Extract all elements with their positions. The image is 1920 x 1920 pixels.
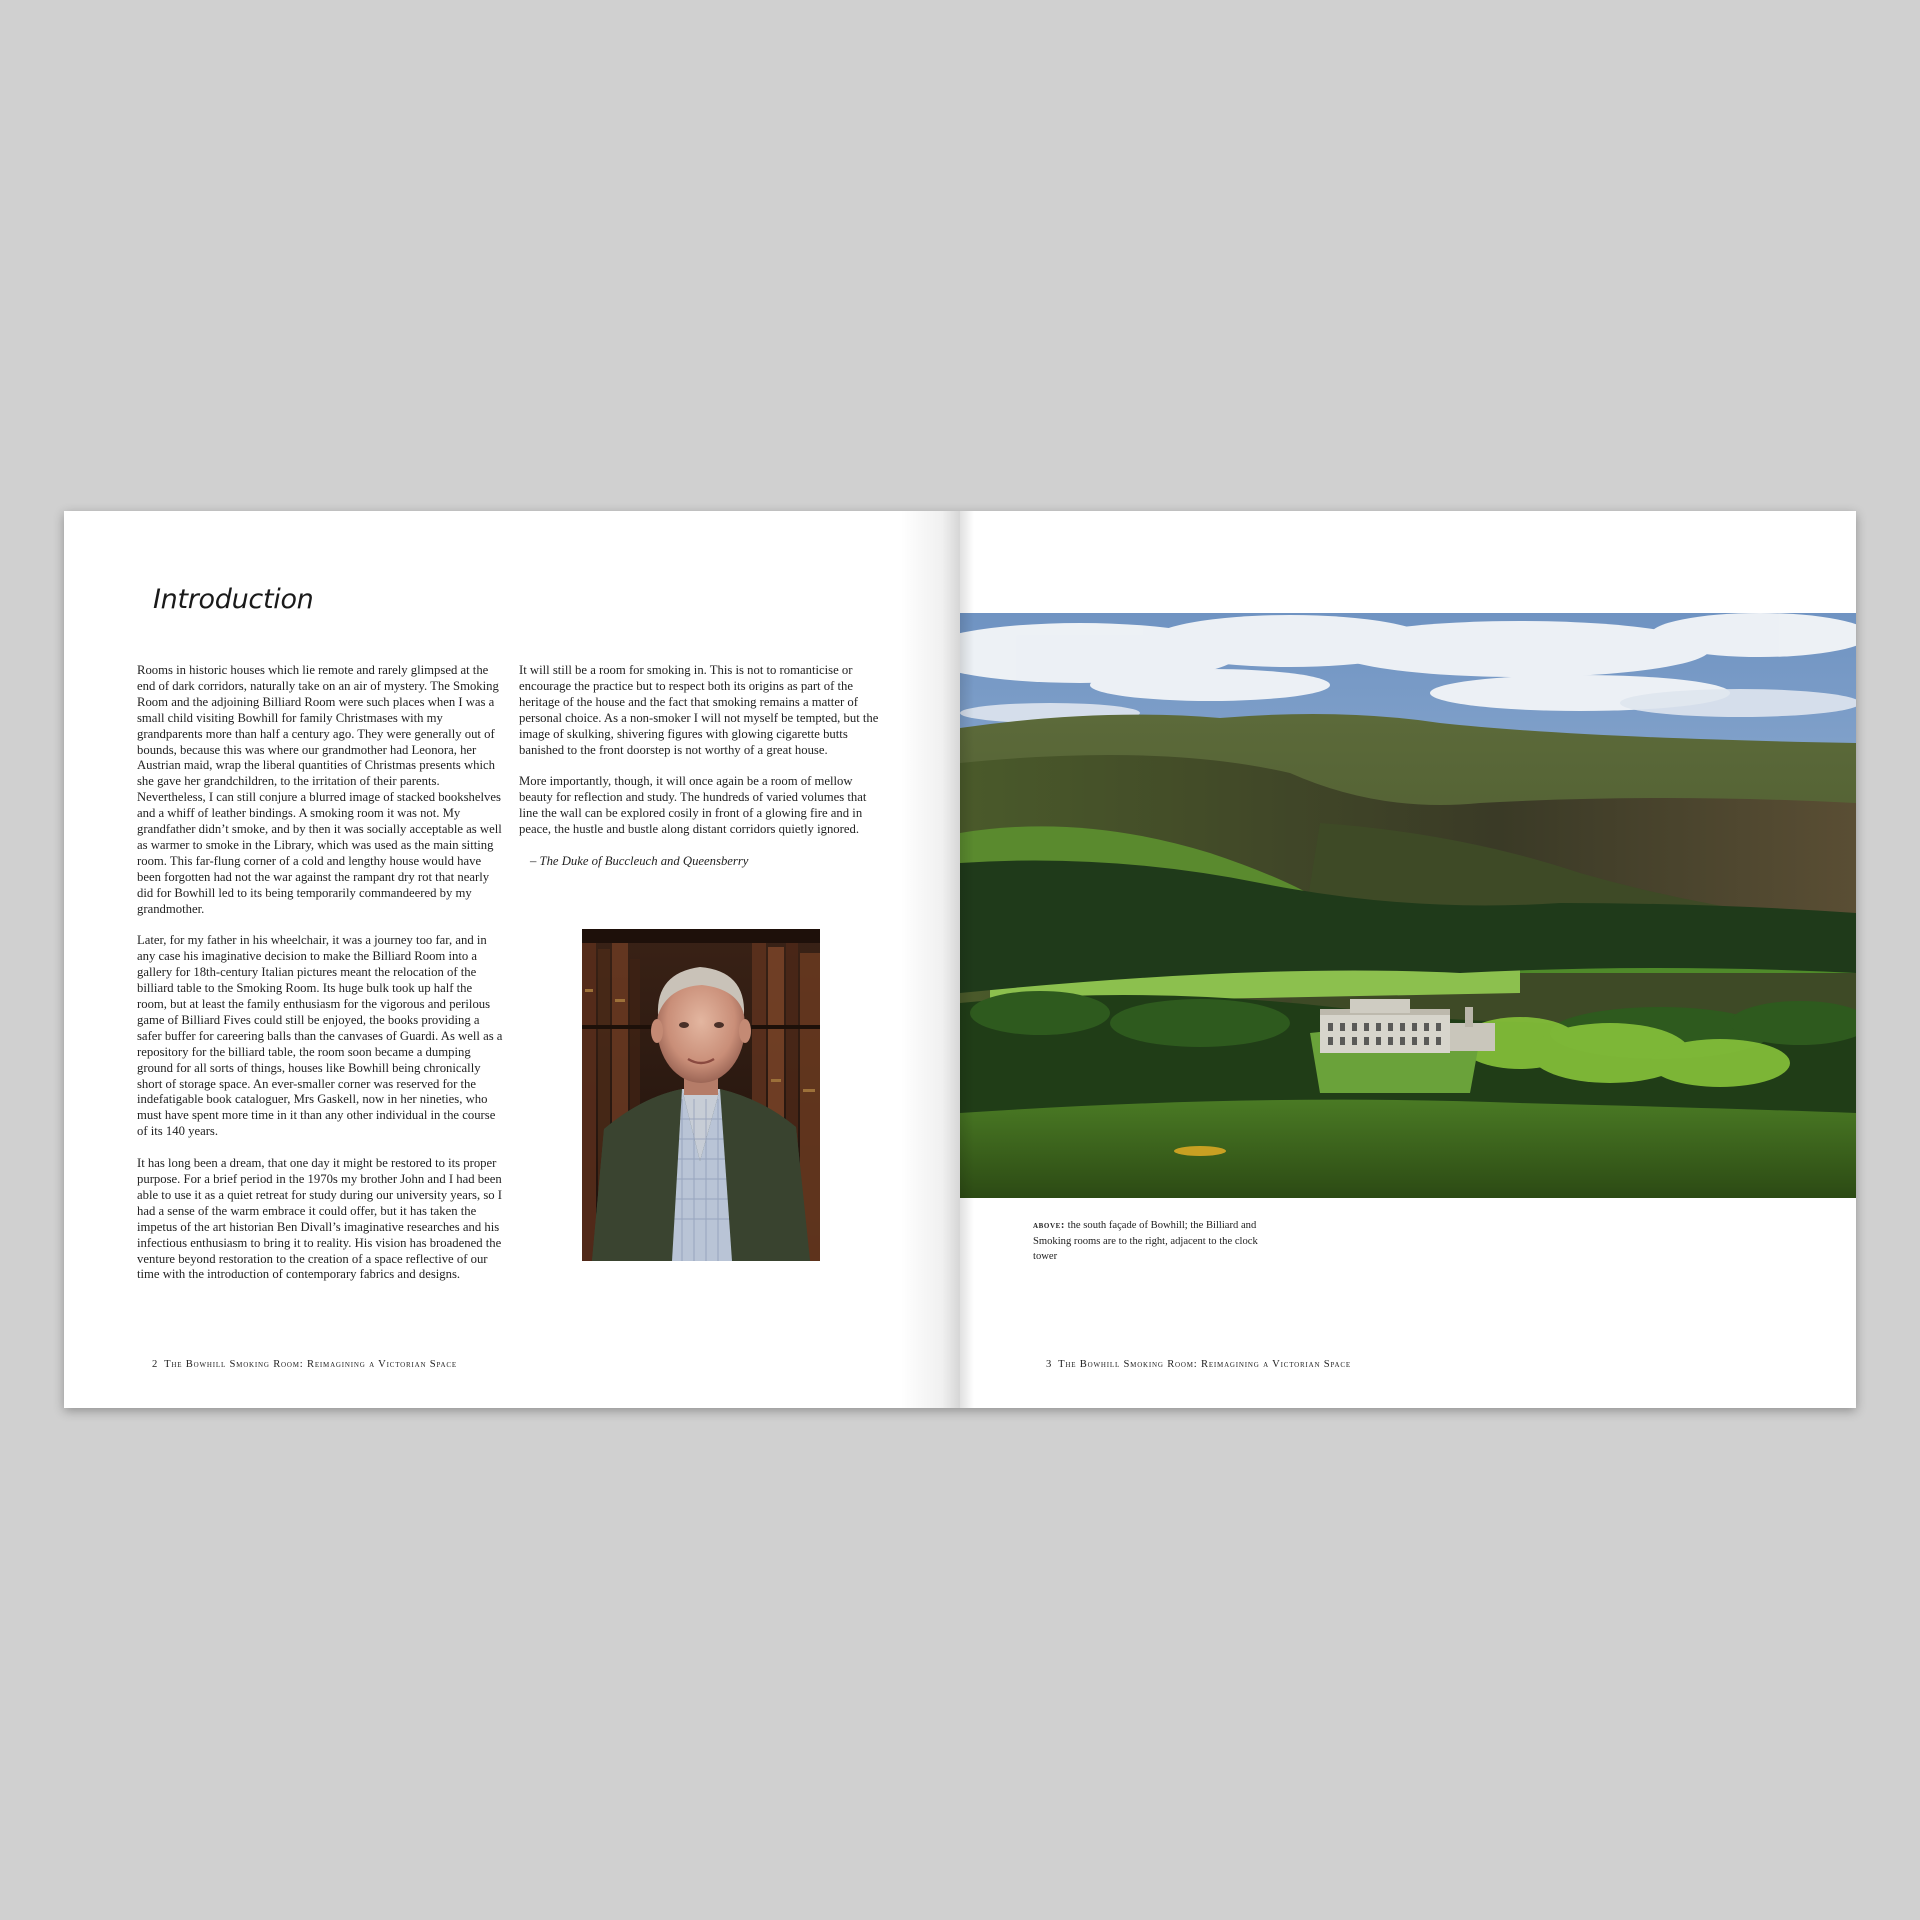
page-number: 3 (1046, 1359, 1053, 1370)
caption-text: the south façade of Bowhill; the Billiard and Smoking rooms are to the right, adjacent to the clock tower (1033, 1220, 1258, 1263)
book-spread (64, 511, 1856, 1408)
page-heading: Introduction (153, 584, 314, 615)
right-page (960, 511, 1856, 1408)
paragraph: It will still be a room for smoking in. This is not to romanticise or encourage the practice but to respect both its origins as part of the heritage of the house and the fact that smoking remains a matter of personal choice. As a non-smoker I will not myself be tempted, but the image of skulking, shivering figures with glowing cigarette butts banished to the front doorstep is not worthy of a great house. (519, 663, 879, 757)
gutter-shadow (960, 511, 974, 1408)
text-column-right (519, 663, 887, 886)
portrait-photo (582, 929, 820, 1261)
paragraph: Later, for my father in his wheelchair, it was a journey too far, and in any case his imaginative decision to make the Billiard Room into a gallery for 18th-century Italian pictures meant the relocation of the billiard table to the Smoking Room. Its huge bulk took up half the room, but at least the family enthusiasm for the vigorous and perilous game of Billiard Fives could still be enjoyed, the books providing a safer buffer for careering balls than the canvases of Guardi. As well as a repository for the billiard table, the room soon became a dumping ground for all sorts of things, houses like Bowhill being chronically short of storage space. An ever-smaller corner was reserved for the indefatigable book cataloguer, Mrs Gaskell, now in her nineties, who must have spent more time in it than any other individual in the course of its 140 years. (137, 933, 503, 1139)
landscape-photo (960, 613, 1856, 1198)
signature: – The Duke of Buccleuch and Queensberry (530, 853, 749, 868)
running-title: The Bowhill Smoking Room: Reimagining a Victorian Space (164, 1359, 457, 1370)
paragraph: It has long been a dream, that one day it might be restored to its proper purpose. For a brief period in the 1970s my brother John and I had been able to use it as a quiet retreat for study during our university years, so I had a sense of the warm embrace it could offer, but it has taken the impetus of the art historian Ben Divall’s imaginative researches and his infectious enthusiasm to bring it to reality. His vision has broadened the venture beyond restoration to the creation of a space reflective of our time with the introduction of contemporary fabrics and designs. (137, 1156, 503, 1282)
running-title: The Bowhill Smoking Room: Reimagining a Victorian Space (1058, 1359, 1351, 1370)
folio-footer (152, 1359, 457, 1370)
left-page (64, 511, 960, 1408)
paragraph: More importantly, though, it will once again be a room of mellow beauty for reflection and study. The hundreds of varied volumes that line the wall can be explored cosily in front of a glowing fire and in peace, the hustle and bustle along distant corridors quietly ignored. (519, 774, 867, 837)
gutter-shadow (900, 511, 960, 1408)
paragraph: Rooms in historic houses which lie remote and rarely glimpsed at the end of dark corridors, naturally take on an air of mystery. The Smoking Room and the adjoining Billiard Room were such places when I was a small child visiting Bowhill for family Christmases with my grandparents more than half a century ago. They were generally out of bounds, because this was where our grandmother had Leonora, her Austrian maid, wrap the liberal quantities of Christmas presents which she gave her grandchildren, to the irritation of their parents. Nevertheless, I can still conjure a blurred image of stacked bookshelves and a whiff of leather bindings. A smoking room it was not. My grandfather didn’t smoke, and by then it was socially acceptable as well as warmer to smoke in the Library, which was used as the main sitting room. This far-flung corner of a cold and lengthy house would have been forgotten had not the war against the rampant dry rot that nearly did for Bowhill led to its being temporarily commandeered by my grandmother. (137, 663, 502, 916)
photo-caption (1033, 1218, 1278, 1265)
text-column-left (137, 663, 505, 1299)
caption-lead: above: (1033, 1220, 1066, 1231)
folio-footer (1046, 1359, 1351, 1370)
page-number: 2 (152, 1359, 159, 1370)
